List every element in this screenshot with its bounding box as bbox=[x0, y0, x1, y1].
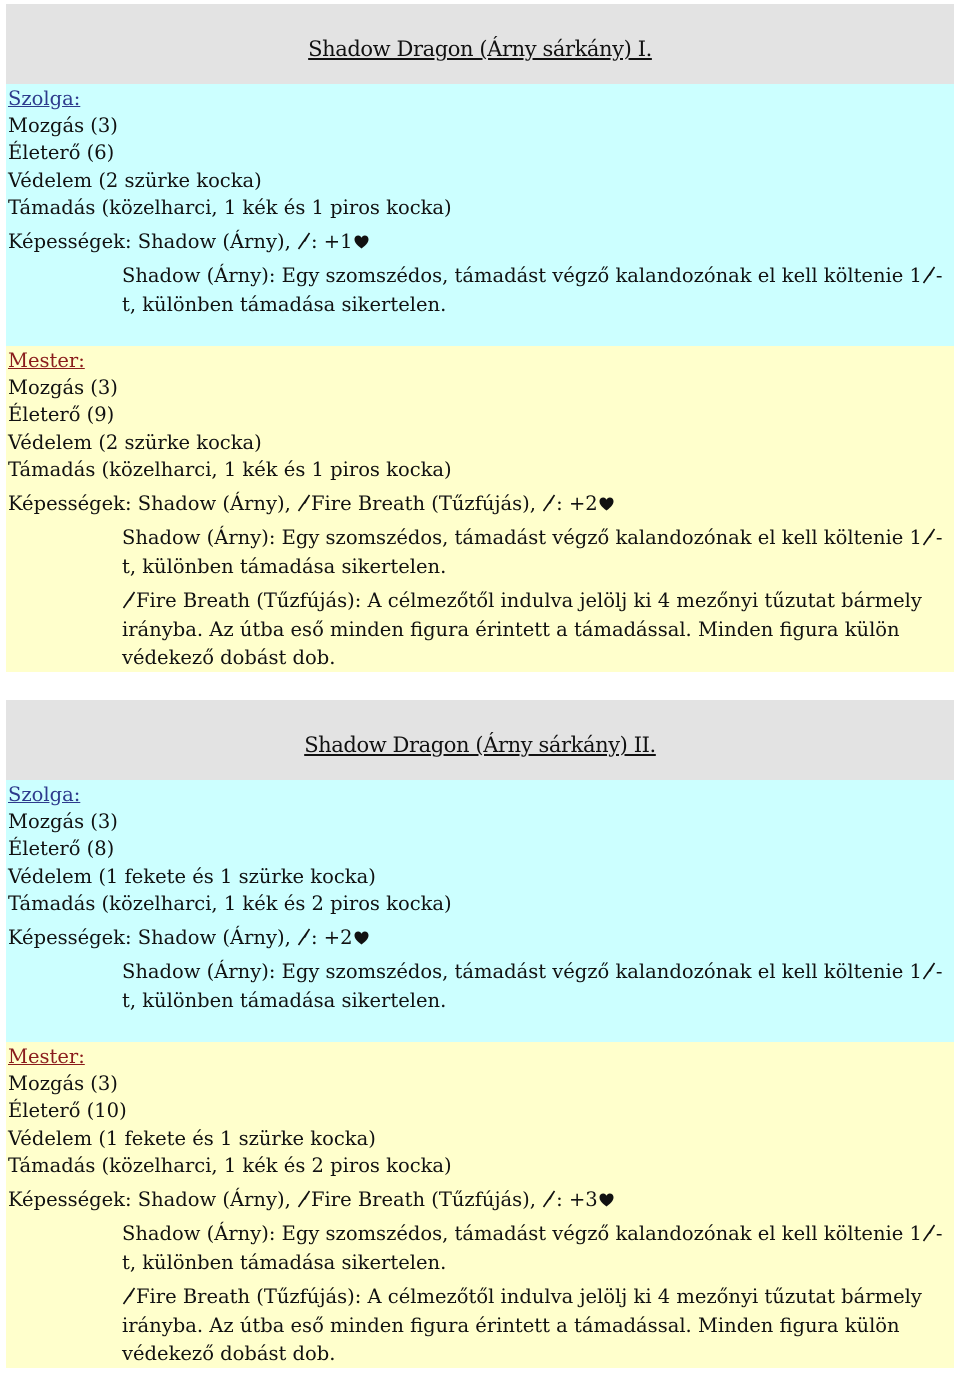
heart-icon bbox=[599, 491, 614, 505]
stat-health: Életerő (9) bbox=[8, 403, 115, 427]
szolga-label: Szolga: bbox=[8, 87, 81, 110]
surge-bolt-icon bbox=[922, 264, 936, 282]
card-title: Shadow Dragon (Árny sárkány) I. bbox=[6, 4, 954, 84]
szolga-section bbox=[6, 84, 954, 346]
stat-health: Életerő (8) bbox=[8, 837, 115, 861]
stat-attack: Támadás (közelharci, 1 kék és 2 piros kocka) bbox=[8, 1153, 452, 1177]
stat-defense: Védelem (2 szürke kocka) bbox=[8, 168, 262, 192]
shadow-description bbox=[122, 524, 952, 581]
surge-bolt-icon bbox=[922, 1222, 936, 1240]
stat-attack: Támadás (közelharci, 1 kék és 1 piros kocka) bbox=[8, 457, 452, 481]
shadow-desc-tail: -t, különben támadása sikertelen. bbox=[122, 264, 943, 316]
stat-attack: Támadás (közelharci, 1 kék és 1 piros kocka) bbox=[8, 195, 452, 219]
heart-icon bbox=[354, 229, 369, 243]
szolga-section bbox=[6, 780, 954, 1042]
stat-health: Életerő (10) bbox=[8, 1099, 127, 1123]
stat-movement: Mozgás (3) bbox=[8, 1072, 118, 1096]
shadow-desc-tail: -t, különben támadása sikertelen. bbox=[122, 1222, 943, 1274]
fire-breath-description bbox=[122, 587, 952, 673]
abilities-line bbox=[8, 1186, 952, 1213]
stat-movement: Mozgás (3) bbox=[8, 114, 118, 138]
shadow-desc-tail: -t, különben támadása sikertelen. bbox=[122, 960, 943, 1012]
stat-defense: Védelem (1 fekete és 1 szürke kocka) bbox=[8, 1126, 376, 1150]
stat-defense: Védelem (1 fekete és 1 szürke kocka) bbox=[8, 864, 376, 888]
abilities-mid: Fire Breath (Tűzfújás), bbox=[311, 1188, 543, 1212]
surge-bolt-icon bbox=[922, 960, 936, 978]
abilities-prefix: Képességek: Shadow (Árny), bbox=[8, 230, 298, 254]
surge-bolt-icon bbox=[297, 492, 311, 510]
heart-icon bbox=[354, 925, 369, 939]
stat-movement: Mozgás (3) bbox=[8, 810, 118, 834]
abilities-line bbox=[8, 228, 952, 255]
abilities-prefix: Képességek: Shadow (Árny), bbox=[8, 926, 298, 950]
mester-section bbox=[6, 346, 954, 672]
abilities-prefix: Képességek: Shadow (Árny), bbox=[8, 492, 298, 516]
shadow-desc-text: Shadow (Árny): Egy szomszédos, támadást végző kalandozónak el kell költenie 1 bbox=[122, 960, 922, 984]
fire-desc-text: Fire Breath (Tűzfújás): A célmezőtől indulva jelölj ki 4 mezőnyi tűzutat bármely irányba. Az útba eső minden figura érintett a támadással. Minden figura külön védekező dobást dob. bbox=[122, 589, 922, 670]
shadow-desc-text: Shadow (Árny): Egy szomszédos, támadást végző kalandozónak el kell költenie 1 bbox=[122, 1222, 922, 1246]
shadow-desc-text: Shadow (Árny): Egy szomszédos, támadást végző kalandozónak el kell költenie 1 bbox=[122, 526, 922, 550]
abilities-line bbox=[8, 490, 952, 517]
abilities-suffix: : +2 bbox=[311, 926, 353, 950]
mester-section bbox=[6, 1042, 954, 1368]
surge-bolt-icon bbox=[122, 1285, 136, 1303]
surge-bolt-icon bbox=[922, 526, 936, 544]
abilities-suffix: : +1 bbox=[311, 230, 353, 254]
stat-health: Életerő (6) bbox=[8, 141, 115, 165]
abilities-prefix: Képességek: Shadow (Árny), bbox=[8, 1188, 298, 1212]
surge-bolt-icon bbox=[122, 589, 136, 607]
surge-bolt-icon bbox=[297, 230, 311, 248]
surge-bolt-icon bbox=[297, 926, 311, 944]
shadow-desc-tail: -t, különben támadása sikertelen. bbox=[122, 526, 943, 578]
szolga-label: Szolga: bbox=[8, 783, 81, 806]
shadow-description bbox=[122, 958, 952, 1015]
surge-bolt-icon bbox=[542, 492, 556, 510]
abilities-suffix: : +2 bbox=[556, 492, 598, 516]
abilities-line bbox=[8, 924, 952, 951]
shadow-description bbox=[122, 1220, 952, 1277]
stat-defense: Védelem (2 szürke kocka) bbox=[8, 430, 262, 454]
abilities-mid: Fire Breath (Tűzfújás), bbox=[311, 492, 543, 516]
heart-icon bbox=[599, 1187, 614, 1201]
fire-breath-description bbox=[122, 1283, 952, 1369]
monster-card-1 bbox=[6, 4, 954, 672]
surge-bolt-icon bbox=[542, 1188, 556, 1206]
shadow-desc-text: Shadow (Árny): Egy szomszédos, támadást végző kalandozónak el kell költenie 1 bbox=[122, 264, 922, 288]
mester-label: Mester: bbox=[8, 1045, 85, 1068]
fire-desc-text: Fire Breath (Tűzfújás): A célmezőtől indulva jelölj ki 4 mezőnyi tűzutat bármely irányba. Az útba eső minden figura érintett a támadással. Minden figura külön védekező dobást dob. bbox=[122, 1285, 922, 1366]
stat-movement: Mozgás (3) bbox=[8, 376, 118, 400]
monster-card-2 bbox=[6, 700, 954, 1368]
surge-bolt-icon bbox=[297, 1188, 311, 1206]
stat-attack: Támadás (közelharci, 1 kék és 2 piros kocka) bbox=[8, 891, 452, 915]
shadow-description bbox=[122, 262, 952, 319]
mester-label: Mester: bbox=[8, 349, 85, 372]
card-title: Shadow Dragon (Árny sárkány) II. bbox=[6, 700, 954, 780]
abilities-suffix: : +3 bbox=[556, 1188, 598, 1212]
